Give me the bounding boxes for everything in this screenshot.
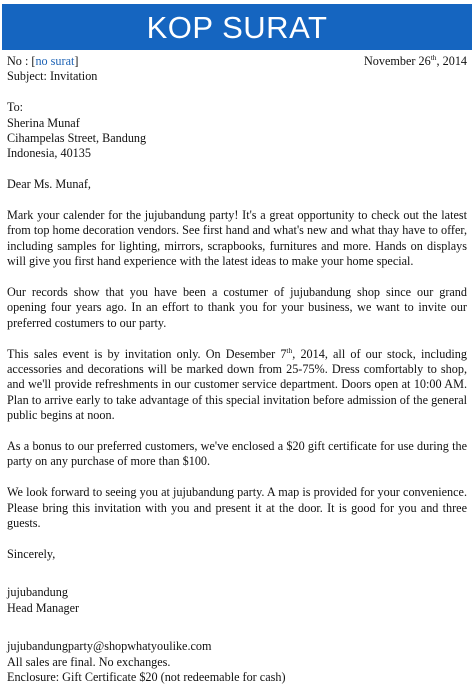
letter-date [364, 54, 467, 69]
paragraph-party-announcement: Mark your calender for the jujubandung party! It's a great opportunity to check out the latest from top home decoration vendors. See first hand and what's new and what thay have to offer, including samples for lighting, mirrors, scrapbooks, furnitures and more. Hands on displays will give you first hand experience with the latest ideas to make your home special. [7, 208, 467, 269]
paragraph-sales-event [7, 347, 467, 424]
sales-event-text-end: , 2014, all of our stock, including accessories and decorations will be marked down from 25-75%. Dress comfortably to shop, and we'll provide refreshments in our customer service department. Doors open at 10:00 AM. Plan to arrive early to take advantage of this special invitation before admission of the general public begins at noon. [7, 346, 467, 423]
letter-body [7, 54, 467, 685]
letter-subject: Subject: Invitation [7, 69, 98, 84]
sales-note: All sales are final. No exchanges. [7, 654, 171, 669]
letter-date-ordinal: th [430, 53, 437, 62]
sign-off: Sincerely, [7, 546, 56, 561]
recipient-city: Indonesia, 40135 [7, 146, 91, 161]
paragraph-closing-invitation: We look forward to seeing you at jujubandung party. A map is provided for your convenience. Please bring this invitation with you and present it at the door. It is good for you and three guests. [7, 485, 467, 531]
sales-event-text-start: This sales event is by invitation only. On Desember 7 [7, 346, 287, 361]
contact-email: jujubandungparty@shopwhatyoulike.com [7, 639, 212, 654]
letter-number-suffix: ] [74, 54, 79, 68]
recipient-street: Cihampelas Street, Bandung [7, 131, 147, 146]
signer-title: Head Manager [7, 600, 80, 615]
letter-number-prefix: No : [ [7, 54, 36, 68]
letter-number [7, 54, 78, 69]
signer-name: jujubandung [7, 585, 68, 600]
recipient-name: Sherina Munaf [7, 115, 80, 130]
recipient-label: To: [7, 100, 24, 115]
letter-number-value: no surat [35, 54, 75, 68]
paragraph-gift-certificate: As a bonus to our preferred customers, we've enclosed a $20 gift certificate for use during the party on any purchase of more than $100. [7, 439, 467, 469]
letter-date-year: , 2014 [436, 54, 467, 68]
paragraph-customer-records: Our records show that you have been a costumer of jujubandung shop since our grand opening four years ago. In an effort to thank you for your business, we want to invite our preferred costumers to our party. [7, 285, 467, 330]
sales-event-ordinal: th [286, 345, 293, 355]
salutation: Dear Ms. Munaf, [7, 177, 91, 192]
letterhead-banner [2, 4, 472, 50]
letter-meta-row [7, 54, 467, 69]
enclosure-note: Enclosure: Gift Certificate $20 (not redeemable for cash) [7, 669, 286, 684]
letterhead-title: KOP SURAT [146, 9, 328, 45]
letter-date-main: November 26 [364, 54, 431, 68]
